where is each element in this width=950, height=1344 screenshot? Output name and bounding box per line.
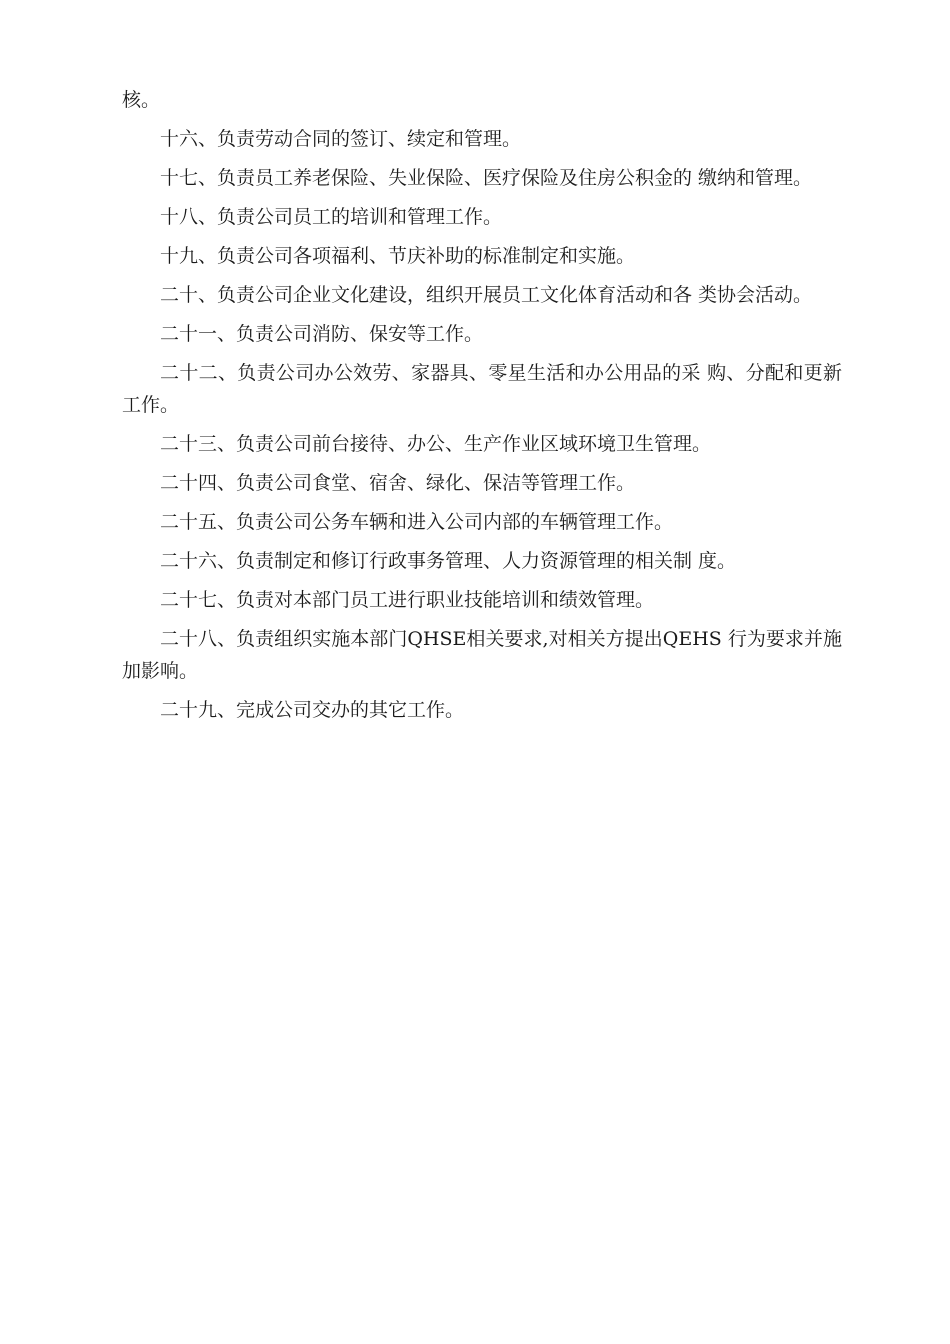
- paragraph-item-25: 二十五、负责公司公务车辆和进入公司内部的车辆管理工作。: [160, 511, 674, 533]
- paragraph-item-27: 二十七、负责对本部门员工进行职业技能培训和绩效管理。: [160, 589, 655, 611]
- paragraph-item-22: 二十二、负责公司办公效劳、家器具、零星生活和办公用品的采 购、分配和更新工作。: [122, 362, 842, 416]
- paragraph-item-16: 十六、负责劳动合同的签订、续定和管理。: [160, 128, 522, 150]
- paragraph-item-18: 十八、负责公司员工的培训和管理工作。: [160, 206, 503, 228]
- paragraph-item-28: 二十八、负责组织实施本部门QHSE相关要求,对相关方提出QEHS 行为要求并施加影响。: [122, 628, 842, 682]
- paragraph-item-19: 十九、负责公司各项福利、节庆补助的标准制定和实施。: [160, 245, 636, 267]
- paragraph-item-17: 十七、负责员工养老保险、失业保险、医疗保险及住房公积金的 缴纳和管理。: [160, 167, 813, 189]
- paragraph-item-20: 二十、负责公司企业文化建设，组织开展员工文化体育活动和各 类协会活动。: [160, 284, 813, 306]
- document-body: [122, 84, 842, 733]
- paragraph-item-23: 二十三、负责公司前台接待、办公、生产作业区域环境卫生管理。: [160, 433, 712, 455]
- paragraph-continuation: 核。: [122, 89, 161, 111]
- paragraph-item-29: 二十九、完成公司交办的其它工作。: [160, 699, 465, 721]
- paragraph-item-21: 二十一、负责公司消防、保安等工作。: [160, 323, 484, 345]
- paragraph-item-24: 二十四、负责公司食堂、宿舍、绿化、保洁等管理工作。: [160, 472, 636, 494]
- paragraph-item-26: 二十六、负责制定和修订行政事务管理、人力资源管理的相关制 度。: [160, 550, 737, 572]
